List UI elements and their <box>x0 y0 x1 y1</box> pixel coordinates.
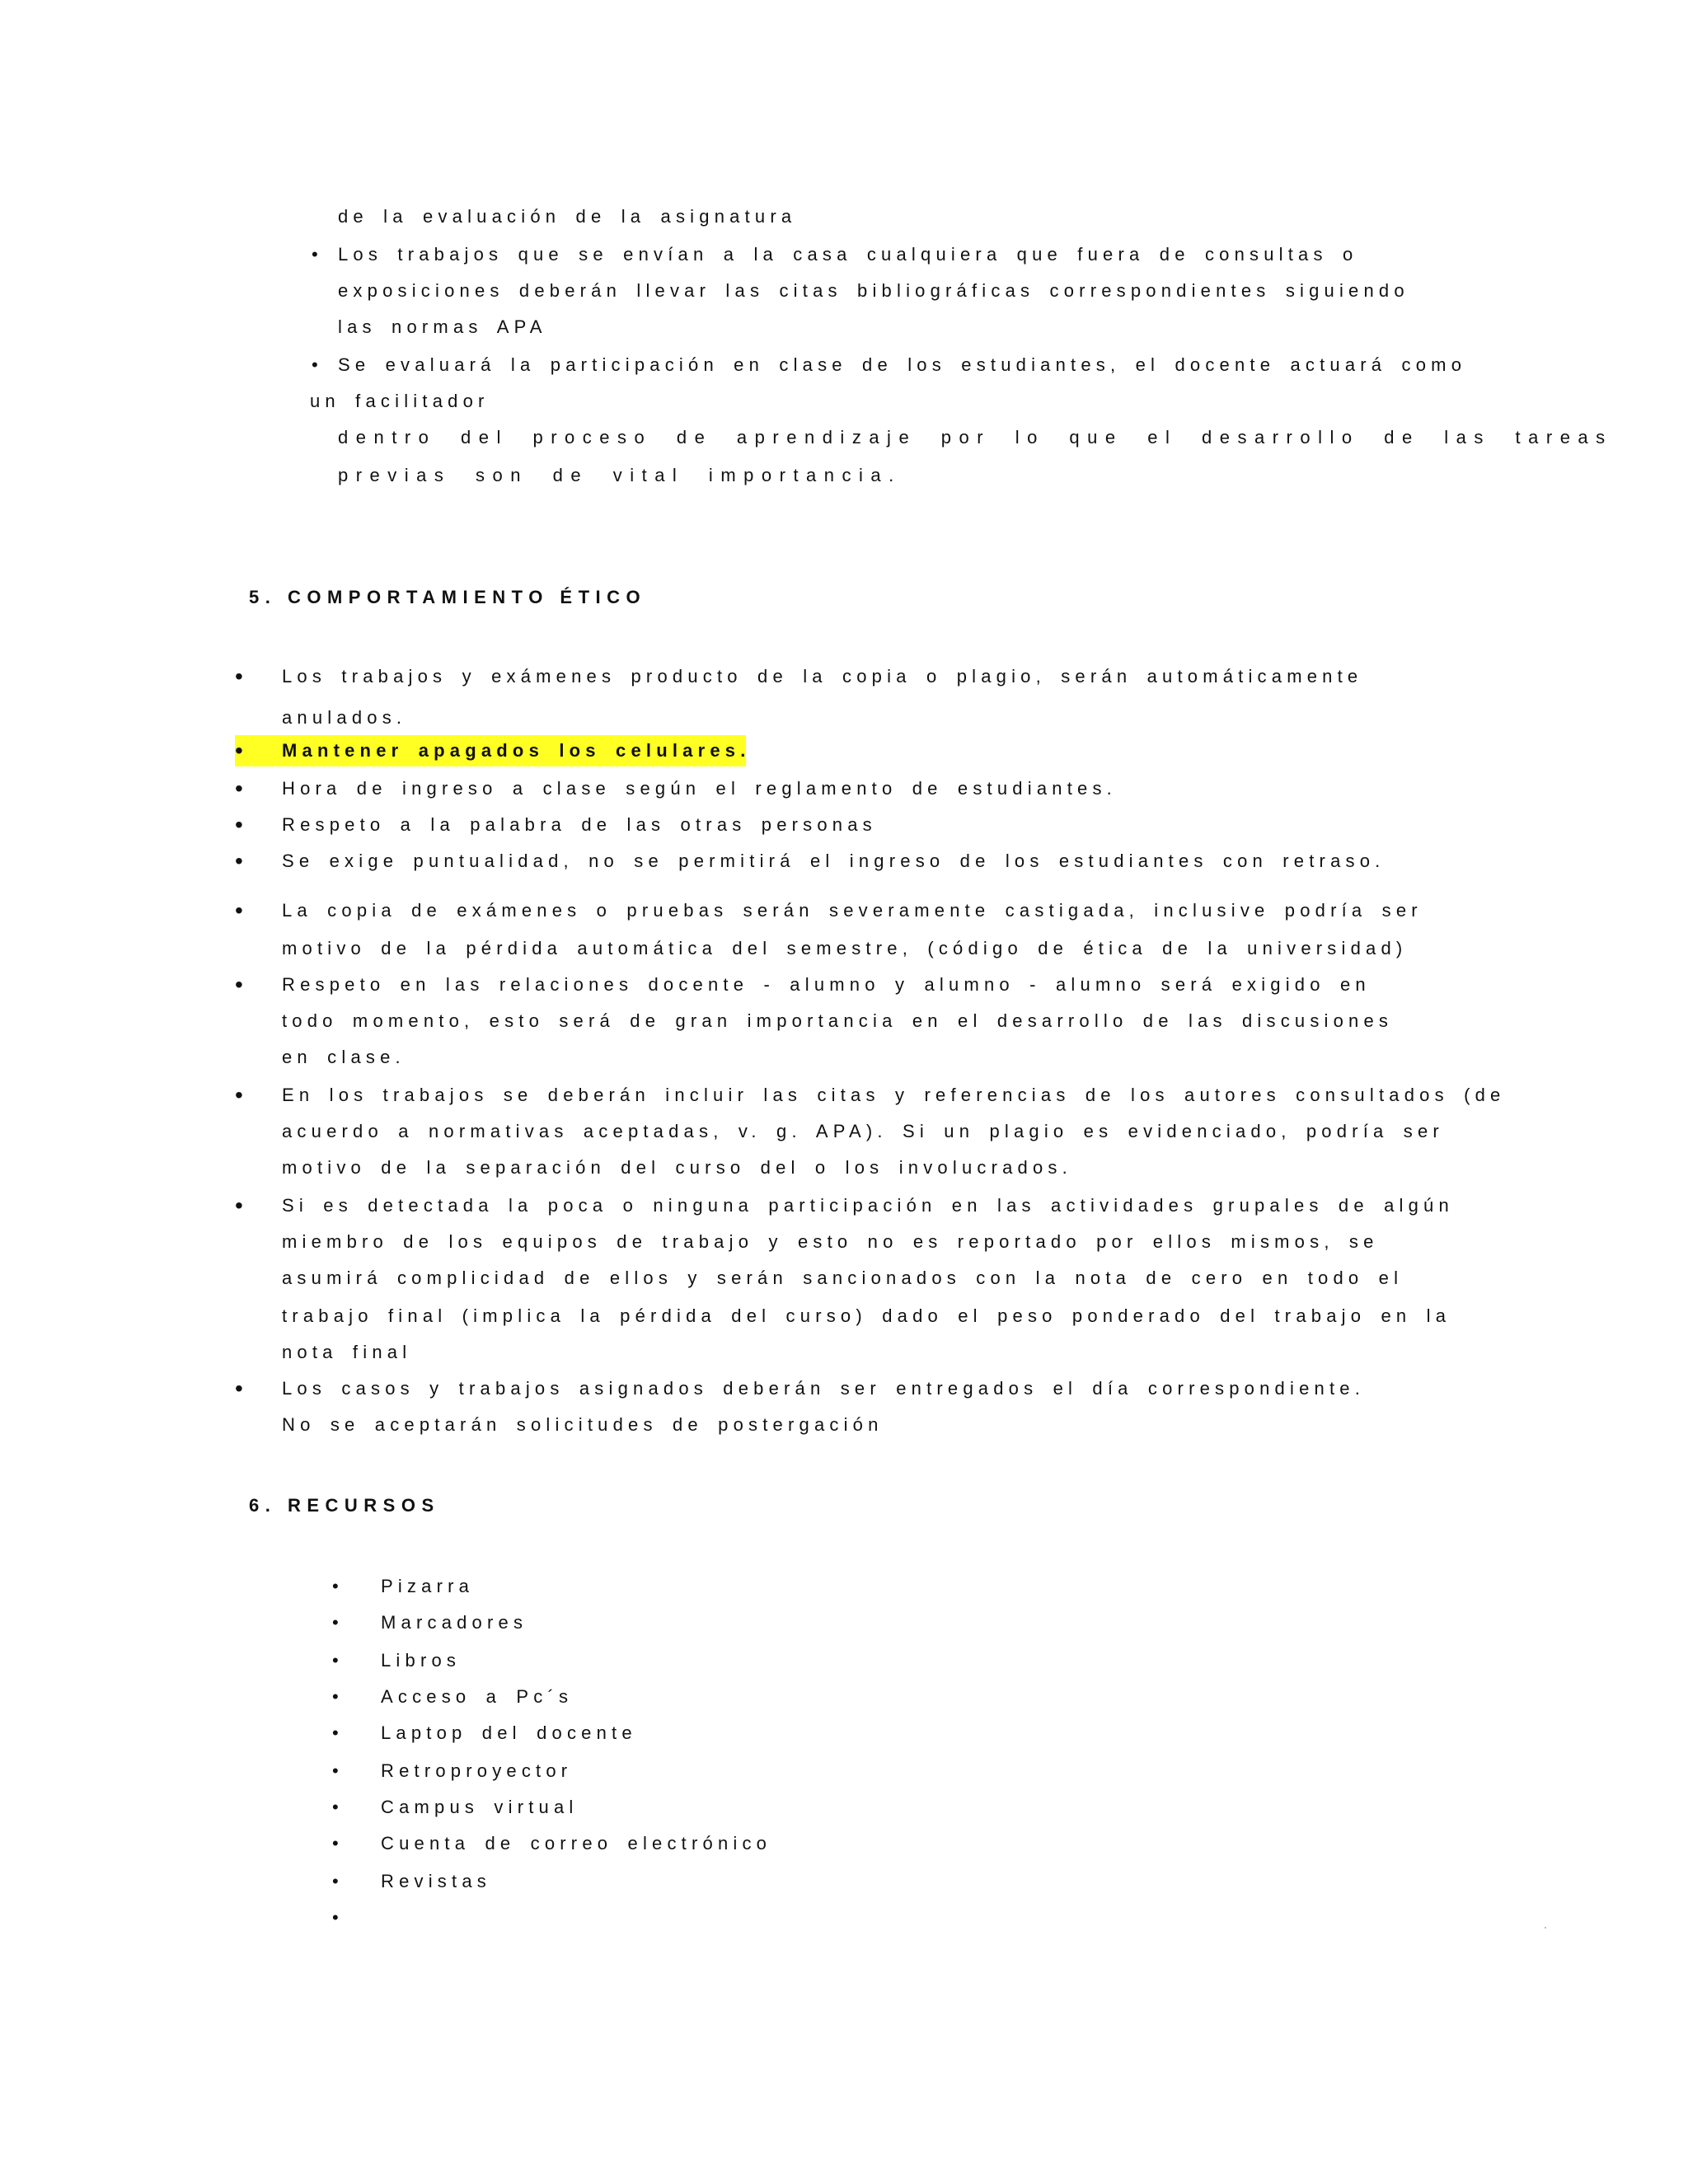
ethics-line: Hora de ingreso a clase según el reglamento de estudiantes. <box>282 778 1117 799</box>
bullet-icon: • <box>235 1193 243 1218</box>
ethics-line: nota final <box>282 1342 412 1362</box>
section-5-heading: 5. COMPORTAMIENTO ÉTICO <box>249 587 647 607</box>
bullet-icon: • <box>235 848 243 874</box>
resource-item: Cuenta de correo electrónico <box>381 1833 772 1854</box>
ethics-line-highlighted: Mantener apagados los celulares. <box>282 740 751 761</box>
ethics-line: todo momento, esto será de gran importancia en el desarrollo de las discusiones <box>282 1010 1394 1031</box>
ethics-line: No se aceptarán solicitudes de postergación <box>282 1414 884 1435</box>
resource-item: Pizarra <box>381 1576 475 1596</box>
intro-line: previas son de vital importancia. <box>338 465 902 485</box>
intro-line: las normas APA <box>338 316 547 337</box>
bullet-icon: • <box>235 1082 243 1108</box>
bullet-icon: • <box>332 1612 339 1633</box>
resource-item: Laptop del docente <box>381 1722 637 1743</box>
resource-item: Revistas <box>381 1871 491 1891</box>
bullet-icon: • <box>235 812 243 837</box>
bullet-icon: • <box>312 244 318 265</box>
intro-line: dentro del proceso de aprendizaje por lo que el desarrollo de las tareas <box>338 427 1613 448</box>
intro-line: Los trabajos que se envían a la casa cualquiera que fuera de consultas o <box>338 244 1358 265</box>
bullet-icon: • <box>235 1376 243 1401</box>
bullet-icon: • <box>332 1576 339 1596</box>
resource-item: Acceso a Pc´s <box>381 1686 574 1707</box>
ethics-line: trabajo final (implica la pérdida del curso) dado el peso ponderado del trabajo en la <box>282 1305 1451 1326</box>
stray-dot-mark <box>1545 1927 1546 1929</box>
ethics-line: motivo de la separación del curso del o los involucrados. <box>282 1157 1072 1178</box>
bullet-icon: • <box>235 738 243 763</box>
bullet-icon: • <box>332 1760 339 1781</box>
ethics-line: En los trabajos se deberán incluir las citas y referencias de los autores consultados (de <box>282 1085 1506 1105</box>
resource-item: Campus virtual <box>381 1797 579 1817</box>
ethics-line: acuerdo a normativas aceptadas, v. g. APA). Si un plagio es evidenciado, podría ser <box>282 1121 1444 1141</box>
bullet-icon: • <box>235 776 243 801</box>
intro-line: de la evaluación de la asignatura <box>338 206 797 227</box>
section-6-heading: 6. RECURSOS <box>249 1495 440 1516</box>
bullet-icon: • <box>235 898 243 923</box>
resource-item: Retroproyector <box>381 1760 573 1781</box>
ethics-line: anulados. <box>282 707 407 728</box>
ethics-line: Se exige puntualidad, no se permitirá el ingreso de los estudiantes con retraso. <box>282 851 1386 871</box>
ethics-line: Los casos y trabajos asignados deberán ser entregados el día correspondiente. <box>282 1378 1366 1399</box>
intro-line: un facilitador <box>310 391 490 411</box>
bullet-icon: • <box>332 1650 339 1671</box>
ethics-line: miembro de los equipos de trabajo y esto no es reportado por ellos mismos, se <box>282 1231 1379 1252</box>
bullet-icon: • <box>312 354 318 375</box>
bullet-icon: • <box>332 1907 339 1928</box>
ethics-line: Respeto en las relaciones docente - alumno y alumno - alumno será exigido en <box>282 974 1371 995</box>
bullet-icon: • <box>332 1686 339 1707</box>
bullet-icon: • <box>332 1797 339 1817</box>
resource-item: Libros <box>381 1650 462 1671</box>
bullet-icon: • <box>235 663 243 689</box>
resource-item: Marcadores <box>381 1612 528 1633</box>
bullet-icon: • <box>332 1722 339 1743</box>
ethics-line: en clase. <box>282 1047 406 1067</box>
bullet-icon: • <box>235 972 243 997</box>
ethics-line: Si es detectada la poca o ninguna participación en las actividades grupales de algún <box>282 1195 1454 1216</box>
ethics-line: motivo de la pérdida automática del semestre, (código de ética de la universidad) <box>282 938 1408 958</box>
intro-line: exposiciones deberán llevar las citas bibliográficas correspondientes siguiendo <box>338 280 1409 301</box>
ethics-line: Respeto a la palabra de las otras personas <box>282 814 877 835</box>
bullet-icon: • <box>332 1871 339 1891</box>
bullet-icon: • <box>332 1833 339 1854</box>
ethics-line: Los trabajos y exámenes producto de la copia o plagio, serán automáticamente <box>282 666 1363 687</box>
ethics-line: asumirá complicidad de ellos y serán sancionados con la nota de cero en todo el <box>282 1268 1404 1288</box>
intro-line: Se evaluará la participación en clase de los estudiantes, el docente actuará como <box>338 354 1467 375</box>
ethics-line: La copia de exámenes o pruebas serán severamente castigada, inclusive podría ser <box>282 900 1423 921</box>
